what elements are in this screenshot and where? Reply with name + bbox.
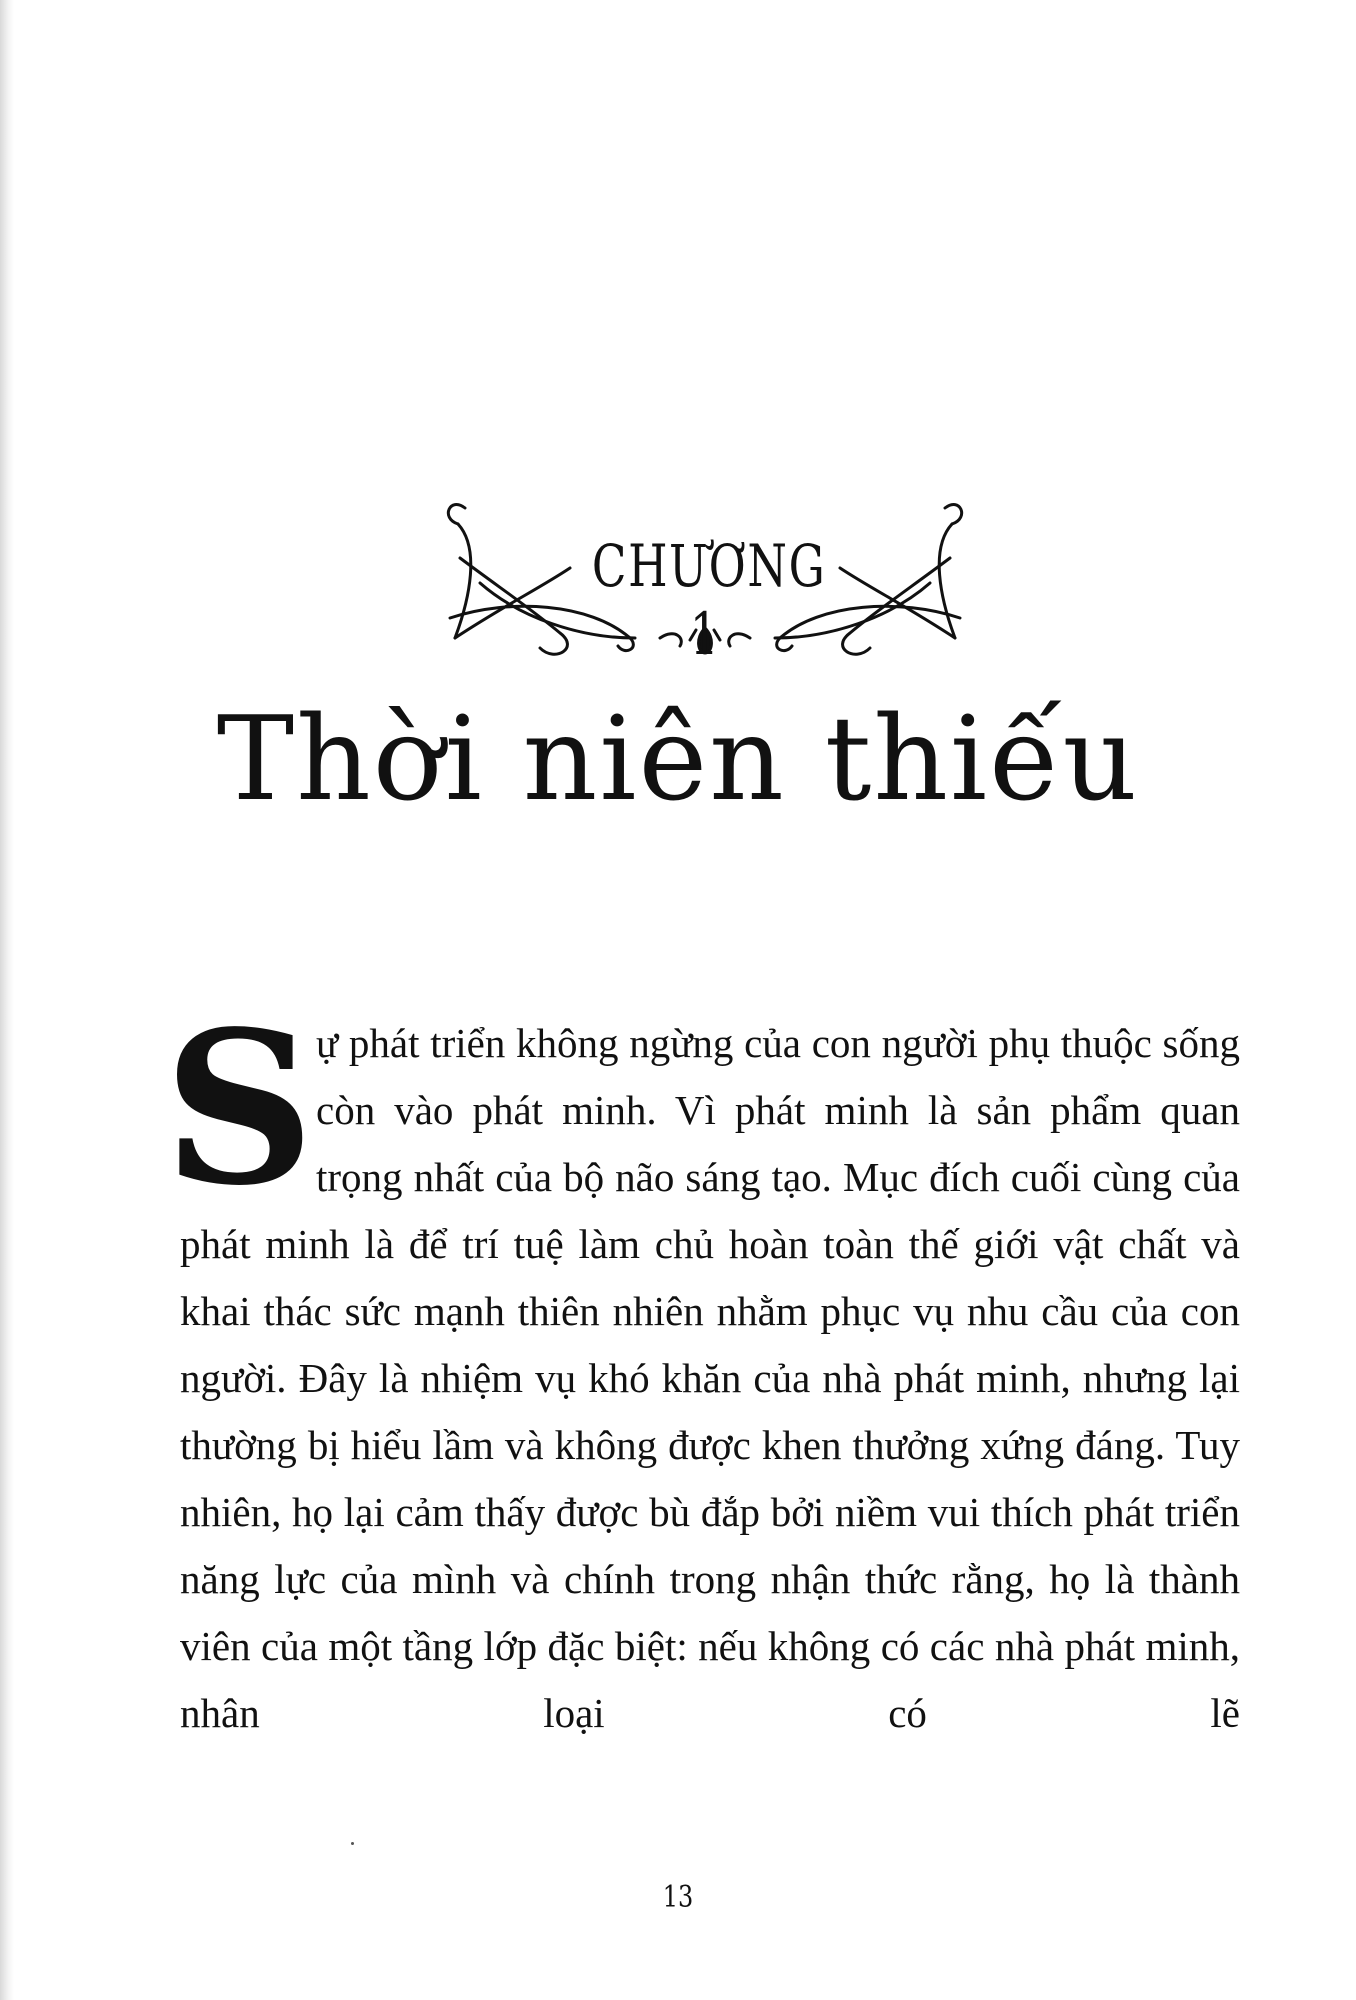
print-speck: [351, 1842, 354, 1845]
paragraph: ự phát triển không ngừng của con người phụ thuộc sống còn vào phát minh. Vì phát minh là sản phẩm quan trọng nhất của bộ não sáng tạo. Mục đích cuối cùng của phát minh là để trí tuệ làm chủ hoàn toàn thế giới vật chất và khai thác sức mạnh thiên nhiên nhằm phục vụ nhu cầu của con người. Đây là nhiệm vụ khó khăn của nhà phát minh, nhưng lại thường bị hiểu lầm và không được khen thưởng xứng đáng. Tuy nhiên, họ lại cảm thấy được bù đắp bởi niềm vui thích phát triển năng lực của mình và chính trong nhận thức rằng, họ là thành viên của một tầng lớp đặc biệt: nếu không có các nhà phát minh, nhân loại có lẽ: [180, 1020, 1240, 1736]
dropcap-letter: S: [163, 985, 315, 1232]
chapter-label: CHƯƠNG 1: [591, 532, 827, 668]
chapter-body: [163, 985, 1240, 1747]
chapter-title: Thời niên thiếu: [216, 692, 1140, 827]
page-edge-shadow: [0, 0, 14, 2000]
dropcap-initial: [163, 985, 315, 1232]
page-number: 13: [662, 1880, 694, 1915]
